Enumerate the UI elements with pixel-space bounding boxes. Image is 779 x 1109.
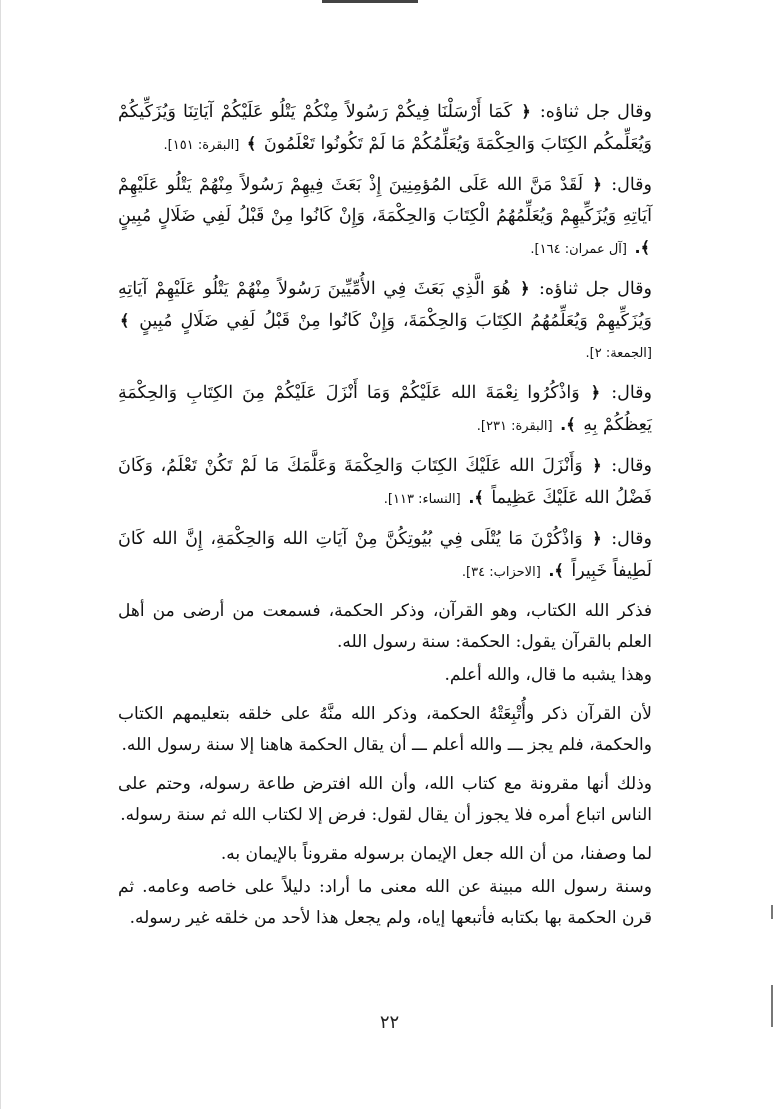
verse-reference: [آل عمران: ١٦٤]. [530, 242, 627, 257]
quote-paragraph [118, 377, 652, 442]
quote-paragraph [118, 450, 652, 515]
quote-open-bracket: ﴿ [592, 175, 602, 194]
quote-close-bracket: ﴾. [548, 561, 564, 580]
verse-reference: [الجمعة: ٢]. [585, 346, 652, 361]
quote-intro: وقال: [611, 175, 652, 195]
margin-mark [771, 905, 773, 919]
verse-reference: [الاحزاب: ٣٤]. [461, 565, 541, 580]
quote-intro: وقال: [611, 383, 652, 403]
top-rule [322, 0, 418, 3]
quote-close-bracket: ﴾ [246, 134, 257, 153]
quote-close-bracket: ﴾. [634, 238, 650, 257]
prose-paragraph: وهذا يشبه ما قال، والله أعلم. [444, 665, 652, 685]
quote-intro: وقال: [611, 456, 652, 476]
quote-paragraph [118, 273, 652, 369]
quote-open-bracket: ﴿ [592, 456, 602, 475]
verse-reference: [النساء: ١١٣]. [383, 492, 461, 507]
quran-verse: وَاذْكُرُوا نِعْمَةَ الله عَلَيْكُمْ وَمَا أَنْزَلَ عَلَيْكُمْ مِنَ الكِتَابِ وَالحِكْمَةِ يَعِظُكُمْ بِهِ [118, 383, 652, 435]
prose-paragraph: لما وصفنا، من أن الله جعل الإيمان برسوله مقروناً بالإيمان به. [220, 844, 652, 864]
page-number: ٢٢ [379, 1012, 400, 1033]
quran-verse: وَاذْكُرْنَ مَا يُتْلَى فِي بُيُوتِكُنَّ مِنْ آيَاتِ الله وَالحِكْمَةِ، إِنَّ الله كَانَ لَطِيفاً خَبِيراً [118, 529, 652, 581]
prose-paragraph: وذلك أنها مقرونة مع كتاب الله، وأن الله افترض طاعة رسوله، وحتم على الناس اتباع أمره فلا يجوز أن يقال لقول: فرض إلا لكتاب الله ثم سنة رسوله. [118, 774, 652, 825]
quote-paragraph [118, 523, 652, 588]
quote-close-bracket: ﴾ [120, 311, 130, 330]
verse-reference: [البقرة: ٢٣١]. [476, 419, 553, 434]
prose-paragraph: وسنة رسول الله مبينة عن الله معنى ما أراد: دليلاً على خاصه وعامه. ثم قرن الحكمة بها بكتابه فأتبعها إياه، ولم يجعل هذا لأحد من خلقه غير رسوله. [118, 877, 652, 928]
quran-verse: لَقَدْ مَنَّ الله عَلَى المُؤمِنِينَ إِذْ بَعَثَ فِيهِمْ رَسُولاً مِنْهُمْ يَتْلُو عَلَيْهِمْ آيَاتِهِ وَيُزَكِّيهِمْ وَيُعَلِّمُهُمُ الْكِتَابَ وَالحِكْمَةَ، وَإِنْ كَانُوا مِنْ قَبْلُ لَفِي ضَلَالٍ مُبِينٍ [118, 175, 652, 226]
quote-close-bracket: ﴾. [560, 415, 576, 434]
quran-verse: كَمَا أَرْسَلْنَا فِيكُمْ رَسُولاً مِنْكُمْ يَتْلُو عَلَيْكُمْ آيَاتِنَا وَيُزَكِّيكُمْ وَيُعَلِّمكُم الكِتَابَ وَالحِكْمَةَ وَيُعَلِّمُكُمْ مَا لَمْ تَكُونُوا تَعْلَمُونَ [118, 102, 652, 154]
verse-reference: [البقرة: ١٥١]. [163, 138, 240, 153]
quote-intro: وقال جل ثناؤه: [539, 102, 652, 122]
quote-intro: وقال جل ثناؤه: [539, 279, 652, 299]
page-left-edge [0, 0, 1, 1109]
quran-verse: وَأَنْزَلَ الله عَلَيْكَ الكِتَابَ وَالحِكْمَةَ وَعَلَّمَكَ مَا لَمْ تَكُنْ تَعْلَمُ، وَكَانَ فَضْلُ الله عَلَيْكَ عَظِيماً [118, 456, 652, 508]
quote-open-bracket: ﴿ [590, 383, 601, 402]
quote-paragraph [118, 96, 652, 161]
quote-intro: وقال: [611, 529, 652, 549]
quran-verse: هُوَ الَّذِي بَعَثَ فِي الأُمِّيِّينَ رَسُولاً مِنْهُمْ يَتْلُو عَلَيْهِمْ آيَاتِهِ وَيُزَكِّيهِمْ وَيُعَلِّمُهُمُ الكِتَابَ وَالحِكْمَةَ، وَإِنْ كَانُوا مِنْ قَبْلُ لَفِي ضَلَالٍ مُبِينٍ [118, 279, 652, 331]
quote-open-bracket: ﴿ [592, 529, 602, 548]
quote-close-bracket: ﴾. [468, 488, 484, 507]
quote-paragraph [118, 169, 652, 265]
quote-open-bracket: ﴿ [521, 102, 531, 121]
prose-paragraph: لأن القرآن ذكر وأُتْبِعَتْهُ الحكمة، وذكر الله منَّهُ على خلقه بتعليمهم الكتاب والحكمة، فلم يجز ـــ والله أعلم ـــ أن يقال الحكمة هاهنا إلا سنة رسول الله. [118, 704, 652, 755]
page-body [118, 96, 652, 942]
quote-open-bracket: ﴿ [520, 279, 530, 298]
prose-paragraph: فذكر الله الكتاب، وهو القرآن، وذكر الحكمة، فسمعت من أرضى من أهل العلم بالقرآن يقول: الحكمة: سنة رسول الله. [118, 601, 652, 652]
